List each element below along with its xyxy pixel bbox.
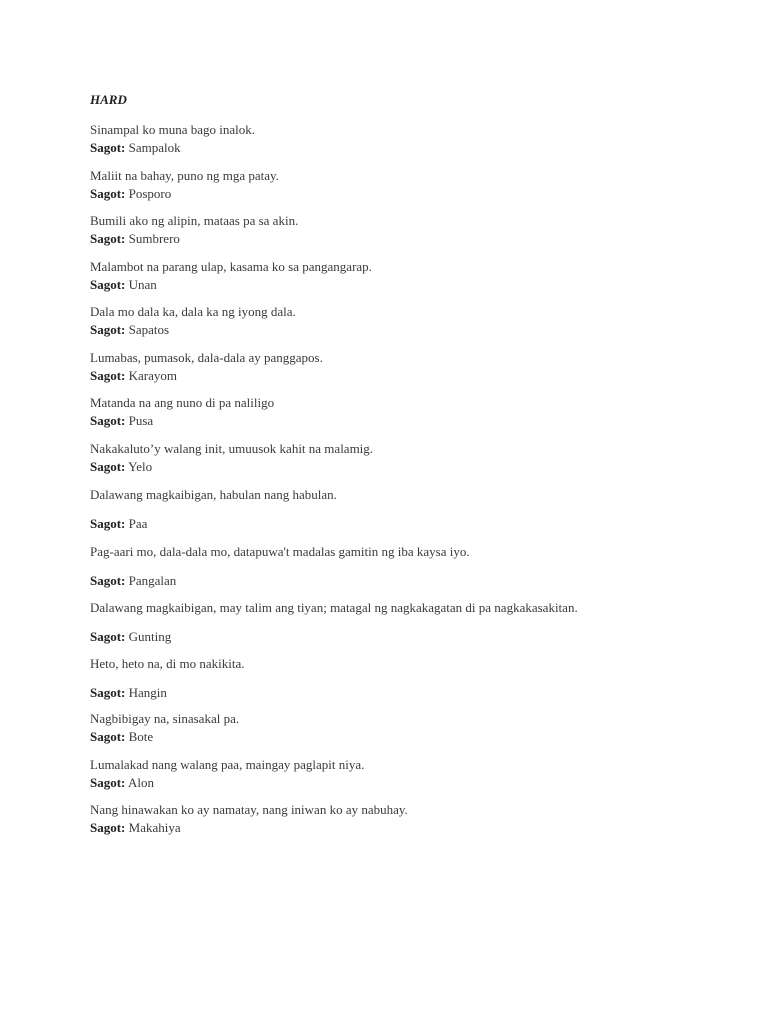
riddle-question: Maliit na bahay, puno ng mga patay. [90, 168, 279, 183]
answer-value: Sumbrero [128, 231, 180, 246]
answer-value: Karayom [128, 368, 178, 383]
riddle-answer [90, 367, 323, 385]
answer-value: Bote [128, 729, 154, 744]
answer-value: Pusa [128, 413, 154, 428]
riddle-item [90, 655, 245, 702]
riddle-answer [90, 321, 296, 339]
riddle-question: Lumabas, pumasok, dala-dala ay panggapos. [90, 350, 323, 365]
riddle-item [90, 212, 298, 248]
answer-label: Sagot: [90, 140, 126, 155]
riddle-answer [90, 684, 245, 702]
answer-label: Sagot: [90, 729, 126, 744]
section-heading: HARD [90, 92, 127, 107]
riddle-answer [90, 458, 373, 476]
riddle-item [90, 167, 279, 203]
riddle-question: Nakakaluto’y walang init, umuusok kahit na malamig. [90, 441, 374, 456]
answer-value: Sapatos [128, 322, 170, 337]
riddle-answer [90, 139, 255, 157]
riddle-answer [90, 728, 239, 746]
riddle-question: Nang hinawakan ko ay namatay, nang iniwan ko ay nabuhay. [90, 802, 408, 817]
answer-label: Sagot: [90, 322, 126, 337]
riddle-answer [90, 515, 337, 533]
riddle-item [90, 599, 578, 646]
riddle-question: Bumili ako ng alipin, mataas pa sa akin. [90, 213, 299, 228]
riddle-question: Nagbibigay na, sinasakal pa. [90, 711, 240, 726]
riddle-item [90, 543, 470, 590]
riddle-question: Sinampal ko muna bago inalok. [90, 122, 256, 137]
answer-label: Sagot: [90, 231, 126, 246]
answer-label: Sagot: [90, 516, 126, 531]
answer-label: Sagot: [90, 685, 126, 700]
answer-value: Unan [128, 277, 157, 292]
riddle-question: Pag-aari mo, dala-dala mo, datapuwa't madalas gamitin ng iba kaysa iyo. [90, 544, 470, 559]
answer-label: Sagot: [90, 775, 126, 790]
riddle-question: Dalawang magkaibigan, may talim ang tiyan; matagal ng nagkakagatan di pa nagkakasakitan. [90, 600, 578, 615]
riddle-item [90, 121, 255, 157]
riddle-answer [90, 412, 274, 430]
riddle-item [90, 486, 337, 533]
riddle-item [90, 440, 373, 476]
answer-value: Yelo [128, 459, 153, 474]
answer-label: Sagot: [90, 368, 126, 383]
riddle-answer [90, 774, 364, 792]
answer-value: Pangalan [128, 573, 177, 588]
riddle-question: Matanda na ang nuno di pa naliligo [90, 395, 275, 410]
answer-label: Sagot: [90, 277, 126, 292]
riddle-item [90, 394, 274, 430]
riddle-question: Dalawang magkaibigan, habulan nang habulan. [90, 487, 337, 502]
riddle-answer [90, 628, 578, 646]
answer-value: Posporo [128, 186, 172, 201]
answer-value: Hangin [128, 685, 167, 700]
answer-value: Alon [127, 775, 154, 790]
riddle-question: Heto, heto na, di mo nakikita. [90, 656, 245, 671]
answer-label: Sagot: [90, 820, 126, 835]
answer-label: Sagot: [90, 413, 126, 428]
answer-value: Gunting [128, 629, 172, 644]
answer-label: Sagot: [90, 629, 126, 644]
riddle-question: Dala mo dala ka, dala ka ng iyong dala. [90, 304, 296, 319]
riddle-answer [90, 230, 298, 248]
riddle-item [90, 349, 323, 385]
answer-value: Paa [128, 516, 148, 531]
riddle-item [90, 756, 364, 792]
riddle-item [90, 258, 372, 294]
riddle-item [90, 303, 296, 339]
riddle-item [90, 801, 408, 837]
riddle-answer [90, 185, 279, 203]
riddle-answer [90, 819, 408, 837]
riddle-answer [90, 276, 372, 294]
riddle-question: Malambot na parang ulap, kasama ko sa pangangarap. [90, 259, 372, 274]
answer-value: Sampalok [128, 140, 181, 155]
answer-label: Sagot: [90, 459, 126, 474]
answer-value: Makahiya [128, 820, 181, 835]
answer-label: Sagot: [90, 573, 126, 588]
riddle-answer [90, 572, 470, 590]
riddle-question: Lumalakad nang walang paa, maingay paglapit niya. [90, 757, 365, 772]
answer-label: Sagot: [90, 186, 126, 201]
riddle-item [90, 710, 239, 746]
